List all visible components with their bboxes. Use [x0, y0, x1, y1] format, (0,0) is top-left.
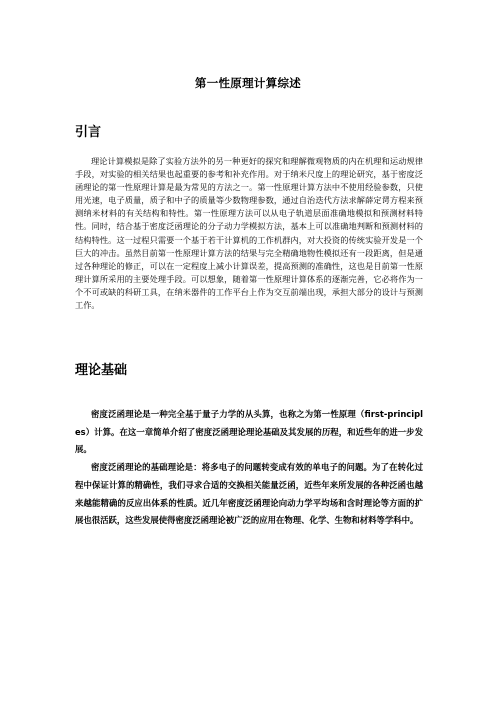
theory-section-body: [75, 406, 423, 530]
section-heading-theory: 理论基础: [75, 363, 128, 378]
theory-paragraph: 密度泛函理论是一种完全基于量子力学的从头算，也称之为第一性原理（first-principles）计算。在这一章简单介绍了密度泛函理论理论基础及其发展的历程，和近些年的进一步发展。: [75, 409, 423, 455]
section-heading-introduction: 引言: [75, 125, 102, 140]
theory-paragraph: 密度泛函理论的基础理论是：将多电子的问题转变成有效的单电子的问题。为了在转化过程中保证计算的精确性，我们寻求合适的交换相关能量泛函，近些年来所发展的各种泛函也越来越能精确的反应出体系的性质。近几年密度泛函理论向动力学平均场和含时理论等方面的扩展也很活跃，这些发展使得密度泛函理论被广泛的应用在物理、化学、生物和材料等学科中。: [75, 462, 423, 526]
document-title: 第一性原理计算综述: [194, 76, 302, 90]
introduction-paragraph: 理论计算模拟是除了实验方法外的另一种更好的探究和理解微观物质的内在机理和运动规律手段，对实验的相关结果也起重要的参考和补充作用。对于纳米尺度上的理论研究，基于密度泛函理论的第一性原理计算是最为常见的方法之一。第一性原理计算方法中不使用经验参数，只使用光速，电子质量，质子和中子的质量等少数物理参数，通过自治迭代方法求解薛定谔方程来预测纳米材料的有关结构和特性。第一性原理方法可以从电子轨道层面准确地模拟和预测材料特性。同时，结合基于密度泛函理论的分子动力学模拟方法，基本上可以准确地判断和预测材料的结构特性。这一过程只需要一个基于若干计算机的工作机群内，对大投资的传统实验开发是一个巨大的冲击。虽然目前第一性原理计算方法的结果与完全精确地物性模拟还有一段距离，但是通过各种理论的修正，可以在一定程度上减小计算误差，提高预测的准确性，这也是目前第一性原理计算所采用的主要处理手段。可以想象，随着第一性原理计算体系的逐渐完善，它必将作为一个不可或缺的科研工具，在纳米器件的工作平台上作为交互前端出现，承担大部分的设计与预测工作。: [75, 156, 423, 311]
